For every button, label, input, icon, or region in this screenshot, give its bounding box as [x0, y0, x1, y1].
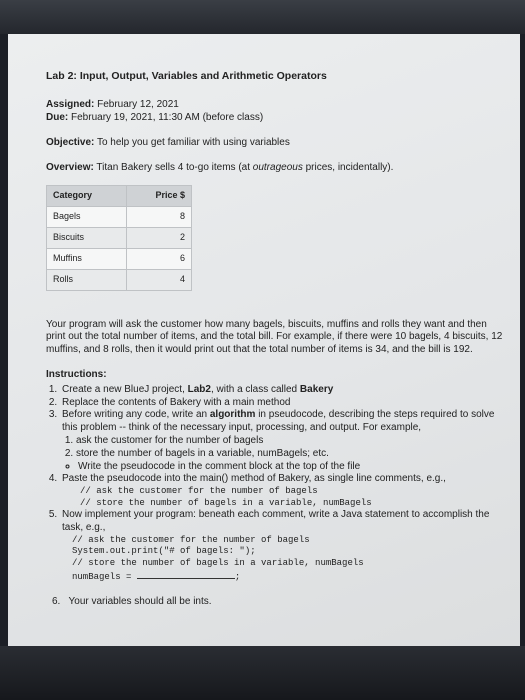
- code-line: // ask the customer for the number of bagels: [80, 486, 318, 497]
- table-row: [47, 227, 192, 248]
- list-item: [60, 384, 504, 397]
- cell-price: 4: [126, 269, 191, 290]
- overview-italic: outrageous: [252, 161, 303, 173]
- due-line: [46, 112, 520, 125]
- step6-line: 6. Your variables should all be ints.: [52, 595, 212, 607]
- list-item: [60, 473, 504, 509]
- cell-category: Rolls: [47, 269, 127, 290]
- fill-in-blank: [137, 569, 235, 579]
- step3-text: Before writing any code, write an: [62, 409, 210, 421]
- assigned-label: Assigned:: [46, 99, 95, 111]
- overview-label: Overview:: [46, 161, 94, 173]
- cell-category: Bagels: [47, 206, 127, 227]
- header-category: Category: [47, 185, 127, 206]
- overview-line: [46, 162, 520, 175]
- step5-text: Now implement your program: beneath each comment, write a Java statement to accomplish the task, e.g.,: [62, 509, 490, 534]
- table-header-row: [47, 185, 192, 206]
- code-line-blank: [62, 569, 504, 584]
- assigned-line: [46, 99, 520, 112]
- step1-project: Lab2: [187, 383, 211, 395]
- overview-post: prices, incidentally).: [302, 161, 394, 173]
- code-line: // store the number of bagels in a variable, numBagels: [80, 497, 372, 508]
- code-assign: numBagels =: [72, 572, 132, 583]
- list-item: [60, 397, 504, 410]
- step6-text: Your variables should all be ints.: [68, 595, 212, 607]
- step1-class: Bakery: [299, 383, 334, 395]
- due-value: February 19, 2021, 11:30 AM (before class): [71, 112, 264, 124]
- assigned-value: February 12, 2021: [97, 99, 179, 111]
- due-label: Due:: [46, 112, 69, 124]
- cell-category: Biscuits: [47, 227, 127, 248]
- table-row: [47, 269, 192, 290]
- document-page: [8, 34, 520, 646]
- step2-text: Replace the contents of Bakery with a main method: [62, 396, 291, 408]
- page-title: Lab 2: Input, Output, Variables and Arithmetic Operators: [46, 70, 327, 82]
- objective-value: To help you get familiar with using variables: [96, 137, 290, 149]
- objective-line: [46, 137, 520, 150]
- cell-category: Muffins: [47, 248, 127, 269]
- cell-price: 8: [126, 206, 191, 227]
- step1-text: Create a new BlueJ project,: [62, 383, 188, 395]
- instructions-heading: Instructions:: [46, 369, 107, 381]
- cell-price: 2: [126, 227, 191, 248]
- list-item: ◦ Write the pseudocode in the comment block at the top of the file: [78, 461, 504, 474]
- instructions-list: [46, 384, 504, 584]
- list-item: 1. ask the customer for the number of bagels: [76, 435, 504, 448]
- price-table: [46, 185, 192, 291]
- code-semicolon: ;: [234, 572, 241, 583]
- step4-text: Paste the pseudocode into the main() method of Bakery, as single line comments, e.g.,: [62, 473, 446, 485]
- code-line: // ask the customer for the number of bagels: [72, 534, 310, 545]
- table-row: [47, 206, 192, 227]
- list-item: [60, 509, 504, 584]
- step3-bullets: [62, 461, 504, 474]
- step3-rest: in pseudocode, describing the steps required to solve this problem -- think of the necessary input, processing, and output. For example,: [62, 409, 495, 434]
- table-row: [47, 248, 192, 269]
- cell-price: 6: [126, 248, 191, 269]
- step1-mid: , with a class called: [210, 383, 300, 395]
- step3-algorithm: algorithm: [209, 409, 256, 421]
- top-dark-border: [0, 0, 525, 34]
- description-paragraph: Your program will ask the customer how many bagels, biscuits, muffins and rolls they want and then print out the total number of items, and the total bill. For example, if there were 10 bagels, 4 biscuits, 12 muffins, and 8 rolls, then it would print out that the total number of items is 34, and the bill is 192.: [46, 318, 503, 356]
- step3-sublist: [62, 435, 504, 461]
- list-item: [60, 409, 504, 473]
- code-line: // store the number of bagels in a variable, numBagels: [72, 557, 364, 568]
- objective-label: Objective:: [46, 137, 95, 149]
- bottom-dark-border: [0, 646, 525, 700]
- header-price: Price $: [126, 185, 191, 206]
- overview-pre: Titan Bakery sells 4 to-go items (at: [96, 161, 253, 173]
- code-line: System.out.print("# of bagels: ");: [72, 546, 256, 557]
- list-item: 2. store the number of bagels in a variable, numBagels; etc.: [76, 448, 504, 461]
